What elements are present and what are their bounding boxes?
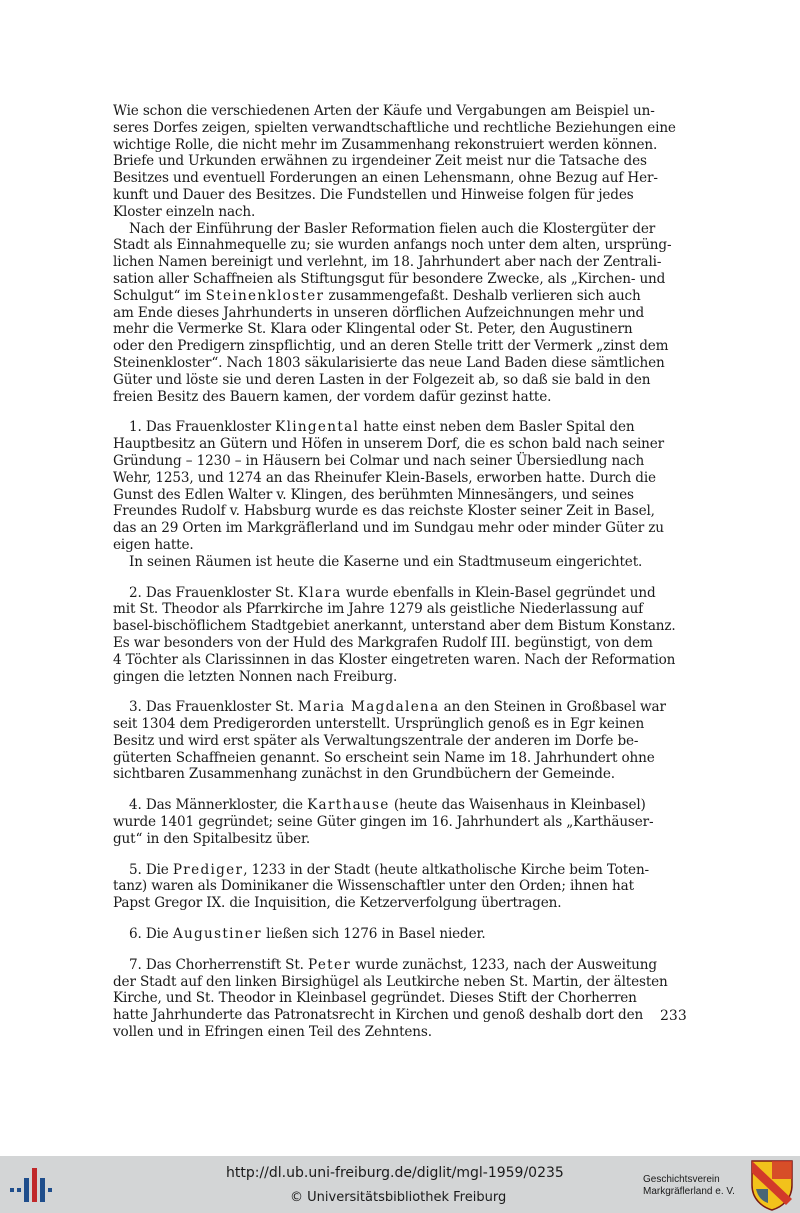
text-fragment: wurde ebenfalls in Klein-Basel gegründet und mit St. Theodor als Pfarrkirche im Jahre 1279 als geistliche Niederlassung auf basel-bischöflichem Stadtgebiet anerkannt, unterstand aber dem Bistum Konstanz. Es war besonders von der Huld des Markgrafen Rudolf III. begünstigt, von dem 4 Töchter als Clarissinnen in das Kloster eingetreten waren. Nach der Reformation gingen die letzten Nonnen nach Freiburg. (113, 584, 676, 685)
section-1 (113, 419, 687, 570)
society-line-2: Markgräflerland e. V. (643, 1186, 735, 1197)
text-fragment: ließen sich 1276 in Basel nieder. (261, 926, 486, 943)
text-fragment: wurde zunächst, 1233, nach der Ausweitung der Stadt auf den linken Birsighügel als Leutkirche neben St. Martin, der ältesten Kirche, und St. Theodor in Kleinbasel gegründet. Dieses Stift der Chorherren hatte Jahrhunderte das Patronatsrecht in Kirchen und genoß deshalb dort den vollen und in Efringen einen Teil des Zehntens. (113, 956, 668, 1041)
document-page (113, 103, 687, 1041)
text-fragment: hatte einst neben dem Basler Spital den Hauptbesitz an Gütern und Höfen in unserem Dorf, die es schon bald nach seiner Gründung – 1230 – in Häusern bei Colmar und nach seiner Übersiedlung nach Wehr, 1253, und 1274 an das Rheinufer Klein-Basels, erworben hatte. Durch die Gunst des Edlen Walter v. Klingen, des berühmten Minnesängers, und seines Freundes Rudolf v. Habsburg wurde es das reichste Kloster seiner Zeit in Basel, das an 29 Orten im Markgräflerland und im Sundgau mehr oder minder Güter zu eigen hatte. (113, 419, 665, 553)
spaced-name: Prediger (172, 861, 244, 878)
spaced-name: Karthause (307, 797, 390, 814)
paragraph-kaserne: In seinen Räumen ist heute die Kaserne und ein Stadtmuseum eingerichtet. (129, 553, 643, 570)
section-6 (113, 926, 687, 943)
paragraph-magdalena (113, 699, 687, 783)
spaced-name: Steinenkloster (205, 287, 325, 304)
text-fragment: 5. Die (129, 861, 173, 878)
text-fragment: 1. Das Frauenkloster (129, 419, 276, 436)
section-7 (113, 957, 687, 1041)
section-5 (113, 862, 687, 912)
spaced-name: Augustiner (172, 926, 262, 943)
copyright-text: © Universitätsbibliothek Freiburg (290, 1190, 507, 1205)
spaced-name: Maria Magdalena (297, 699, 440, 716)
text-fragment: zusammengefaßt. Deshalb verlieren sich auch am Ende dieses Jahrhunderts in unseren dörflichen Aufzeichnungen mehr und mehr die Vermerke St. Klara oder Klingental oder St. Peter, den Augustinern oder den Predigern zinspflichtig, und an deren Stelle tritt der Vermerk „zinst dem Steinenkloster“. Nach 1803 säkularisierte das neue Land Baden diese sämtlichen Güter und löste sie und deren Lasten in der Folgezeit ab, so daß sie bald in den freien Besitz des Bauern kamen, der vordem dafür gezinst hatte. (113, 287, 669, 405)
section-3 (113, 699, 687, 783)
paragraph-peter (113, 957, 687, 1041)
paragraph-klingental (113, 419, 687, 553)
paragraph-klara (113, 585, 687, 686)
text-fragment: 4. Das Männerkloster, die (129, 797, 308, 814)
text-fragment: 6. Die (129, 926, 173, 943)
footer-bar (0, 1156, 800, 1213)
society-name (643, 1174, 735, 1198)
paragraph-reformation (113, 221, 687, 406)
spaced-name: Peter (308, 956, 352, 973)
intro-paragraphs (113, 103, 687, 405)
paragraph-karthause (113, 797, 687, 847)
text-fragment: , 1233 in der Stadt (heute altkatholische Kirche beim Toten- tanz) waren als Dominikaner die Wissenschaftler unter den Orden; ihnen hat Papst Gregor IX. die Inquisition, die Ketzerverfolgung übertragen. (113, 861, 650, 912)
spaced-name: Klingental (275, 419, 360, 436)
page-number: 233 (660, 1008, 687, 1024)
society-crest-icon[interactable] (750, 1159, 794, 1211)
text-fragment: an den Steinen in Großbasel war seit 1304 dem Predigerorden unterstellt. Ursprünglich genoß es in Egr keinen Besitz und wird erst später als Verwaltungszentrale der anderen im Dorfe be- güterten Schaffneien genannt. So erscheint sein Name im 18. Jahrhundert ohne sichtbaren Zusammenhang zunächst in den Grundbüchern der Gemeinde. (113, 699, 666, 783)
text-fragment: 2. Das Frauenkloster St. (129, 584, 298, 601)
society-line-1: Geschichtsverein (643, 1174, 720, 1185)
text-fragment: 3. Das Frauenkloster St. (129, 699, 298, 716)
spaced-name: Klara (297, 584, 342, 601)
source-url-link[interactable]: http://dl.ub.uni-freiburg.de/diglit/mgl-1959/0235 (226, 1165, 564, 1181)
text-fragment: Nach der Einführung der Basler Reformation fielen auch die Klostergüter der Stadt als Einnahmequelle zu; sie wurden anfangs noch unter dem alten, ursprüng- lichen Namen bereinigt und verlehnt, im 18. Jahrhundert aber nach der Zentrali- sation aller Schaffneien als Stiftungsgut für besondere Zwecke, als „Kirchen- und Schulgut“ im (113, 220, 672, 304)
text-fragment: (heute das Waisenhaus in Kleinbasel) wurde 1401 gegründet; seine Güter gingen im 16. Jahrhundert als „Karthäuser- gut“ in den Spitalbesitz über. (113, 797, 654, 847)
paragraph-augustiner (113, 926, 687, 943)
section-2 (113, 585, 687, 686)
ub-freiburg-logo-icon[interactable] (8, 1166, 56, 1204)
text-fragment: 7. Das Chorherrenstift St. (129, 956, 308, 973)
paragraph-intro: Wie schon die verschiedenen Arten der Käufe und Vergabungen am Beispiel un- seres Dorfes zeigen, spielten verwandtschaftliche und rechtliche Beziehungen eine wichtige Rolle, die nicht mehr im Zusammenhang rekonstruiert werden können. Briefe und Urkunden erwähnen zu irgendeiner Zeit meist nur die Tatsache des Besitzes und eventuell Forderungen an einen Lehensmann, ohne Bezug auf Her- kunft und Dauer des Besitzes. Die Fundstellen und Hinweise folgen für jedes Kloster einzeln nach. (113, 103, 676, 220)
paragraph-prediger (113, 862, 687, 912)
section-4 (113, 797, 687, 847)
